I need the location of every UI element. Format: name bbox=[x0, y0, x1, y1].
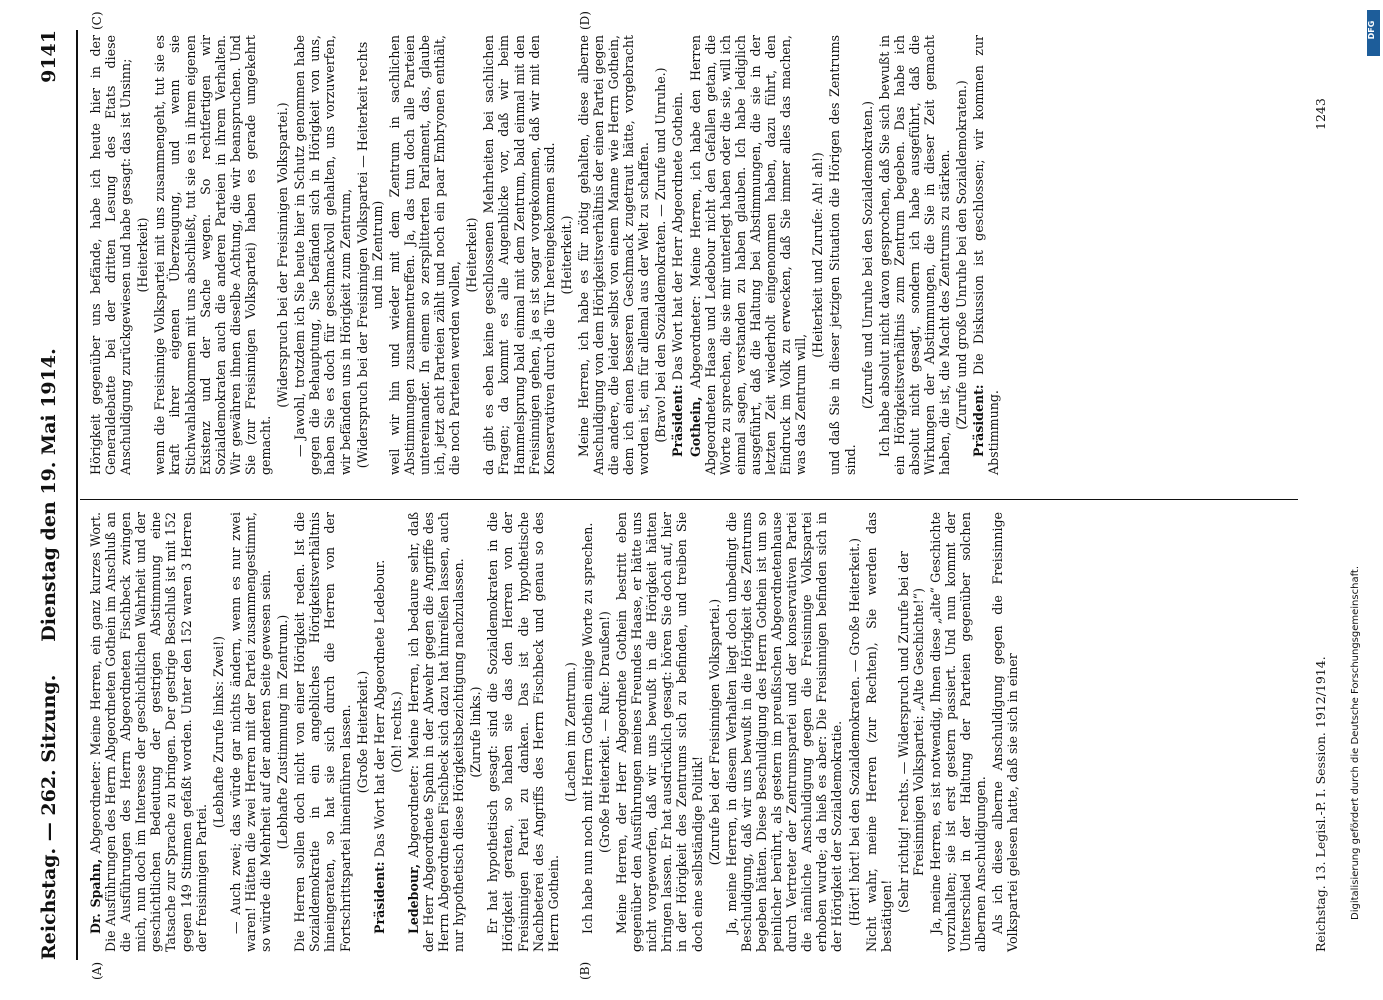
margin-marker-c: (C) bbox=[90, 11, 104, 30]
speaker-name: Ledebour, bbox=[405, 863, 421, 934]
text-paragraph: — Auch zwei; das würde gar nichts ändern, wenn es nur zwei waren! Hätten die zwei Herren mit der Partei zusammengestimmt, so würde die Mehrheit auf der anderen Seite gewesen sein. bbox=[227, 512, 274, 952]
page-header bbox=[28, 30, 78, 960]
interjection: (Zurufe und Unruhe bei den Sozialdemokraten.) bbox=[859, 100, 875, 410]
text-paragraph: — Jawohl, trotzdem ich Sie heute hier in Schutz genommen habe gegen die Behauptung, Sie befänden sich in Hörigkeit von uns, haben Sie es doch für geschmackvoll gehalten, uns vorzuwerfen, wir befänden uns in Hörigkeit zum Zentrum, bbox=[292, 35, 353, 475]
speech-text: Abgeordneter: Meine Herren, ein ganz kurzes Wort. Die Ausführungen des Herrn Abgeordneten Gothein im Anschluß an die Ausführungen des Herrn Abgeordneten Fischbeck zwingen mich, nun doch im Interesse der geschichtlichen Wahrheit und der geschichtlichen Bedeutung der gestrigen Abstimmung eine Tatsache zur Sprache zu bringen. Der gestrige Beschluß ist mit 152 gegen 149 Stimmen gefaßt worden. Unter den 152 waren 3 Herren der freisinnigen Partei. bbox=[88, 512, 209, 952]
text-paragraph: Hörigkeit gegenüber uns befände, habe ich heute hier in der Generaldebatte bei der dritten Lesung des Etats diese Anschuldigung zurückgewiesen und habe gesagt: das ist Unsinn; bbox=[88, 35, 134, 475]
dfg-logo bbox=[1367, 10, 1380, 56]
interjection: (Heiterkeit.) bbox=[558, 215, 574, 295]
speech-text: Das Wort hat der Herr Abgeordnete Ledebour. bbox=[371, 559, 387, 858]
text-paragraph: Ja, meine Herren, in diesem Verhalten liegt doch unbedingt die Beschuldigung, daß wir uns bewußt in die Hörigkeit des Zentrums begeben hätten. Diese Beschuldigung des Herrn Gothein ist um so peinlicher berührt, als gestern im preußischen Abgeordnetenhause durch Vertreter der Zentrumspartei und der konservativen Partei die nämliche Anschuldigung gegen die Freisinnige Volkspartei erhoben wurde; da hieß es aber: Die Freisinnigen befinden sich in der Hörigkeit der Sozialdemokratie. bbox=[723, 512, 845, 952]
dfg-logo-text: DFG bbox=[1367, 20, 1376, 40]
digitization-note-text: Digitalisierung gefördert durch die Deutsche Forschungsgemeinschaft. bbox=[1350, 565, 1361, 920]
interjection: (Lachen im Zentrum.) bbox=[562, 662, 578, 802]
text-paragraph: weil wir hin und wieder mit dem Zentrum in sachlichen Abstimmungen zusammentreffen. Ja, das tun doch alle Parteien untereinander. In einem so zersplitterten Parlament, das, glaube ich, jetzt acht Parteien zählt und noch ein paar Embryonen enthält, die noch Parteien werden wollen, bbox=[386, 35, 463, 475]
interjection: (Hört! hört! bei den Sozialdemokraten. — Große Heiterkeit.) bbox=[846, 537, 862, 927]
digitization-note bbox=[1350, 10, 1374, 990]
interjection: (Große Heiterkeit. — Rufe: Draußen!) bbox=[597, 611, 612, 853]
speech-text: Das Wort hat der Herr Abgeordnete Gothein. bbox=[670, 92, 686, 381]
interjection: (Heiterkeit und Zurufe: Ah! ah!) bbox=[810, 152, 826, 358]
speech-paragraph bbox=[372, 512, 387, 952]
footer-sheet-number: 1243 bbox=[1313, 98, 1328, 130]
speaker-name: Präsident: bbox=[971, 384, 987, 457]
interjection: (Große Heiterkeit.) bbox=[354, 670, 370, 794]
text-paragraph: Er hat hypothetisch gesagt: sind die Sozialdemokraten in die Hörigkeit geraten, so haben sie das den Herren von der Freisinnigen Partei zu danken. Das ist die hypothetische Nachbeterei des Angriffs des Herrn Fischbeck und genau so des Herrn Gothein. bbox=[485, 512, 561, 952]
speech-text: Die Diskussion ist geschlossen; wir kommen zur Abstimmung. bbox=[971, 35, 1002, 475]
speech-paragraph bbox=[971, 35, 1001, 475]
text-paragraph: Als ich diese alberne Anschuldigung gegen die Freisinnige Volkspartei gelesen hatte, daß sie sich in einer bbox=[990, 512, 1021, 952]
text-paragraph: Meine Herren, ich habe es für nötig gehalten, diese alberne Anschuldigung von dem Hörigkeitsverhältnis der einen Partei gegen die andere, die leider selbst von einem Manne wie Herrn Gothein, dem ich einen besseren Geschmack zugetraut hätte, vorgebracht worden ist, ein für allemal aus der Welt zu schaffen. bbox=[575, 35, 652, 475]
speech-text: Abgeordneter: Meine Herren, ich habe den Herren Abgeordneten Haase und Ledebour nicht den Gefallen getan, die Worte zu sprechen, die sie mir unterlegt haben oder die sie, will ich einmal sagen, verstanden zu haben glauben. Ich habe lediglich ausgeführt, daß die Haltung bei Abstimmungen, die sie in der letzten Zeit wiederholt eingenommen haben, dazu führt, den Eindruck im Volk zu erwecken, daß Sie immer alles das machen, was das Zentrum will, bbox=[687, 35, 809, 475]
rotated-page bbox=[18, 0, 1358, 1000]
left-column bbox=[88, 512, 1023, 952]
interjection: (Bravo! bei den Sozialdemokraten. — Zurufe und Unruhe.) bbox=[653, 67, 669, 443]
interjection: (Heiterkeit) bbox=[464, 217, 480, 293]
interjection: (Zurufe und große Unruhe bei den Sozialdemokraten.) bbox=[954, 80, 970, 430]
interjection: (Widerspruch bei der Freisinnigen Volkspartei.) bbox=[275, 102, 291, 408]
header-rule bbox=[76, 30, 78, 960]
interjection: (Lebhafte Zustimmung im Zentrum.) bbox=[275, 614, 291, 850]
text-paragraph: Ich habe absolut nicht davon gesprochen, daß Sie sich bewußt in ein Hörigkeitsverhältnis zum Zentrum begeben. Das habe ich absolut nicht gesagt, sondern ich habe ausgeführt, daß die Wirkungen der Abstimmungen, die Sie in dieser Zeit gemacht haben, die ist, die Macht des Zentrums zu stärken. bbox=[876, 35, 953, 475]
margin-marker-a: (A) bbox=[90, 961, 104, 980]
interjection: (Widerspruch bei der Freisinnigen Volkspartei — Heiterkeit rechts und im Zentrum) bbox=[354, 41, 385, 469]
interjection: (Sehr richtig! rechts. — Widerspruch und Zurufe bei der Freisinnigen Volkspartei: „Alte Geschichte!“) bbox=[895, 551, 926, 913]
text-paragraph: da gibt es eben keine geschlossenen Mehrheiten bei sachlichen Fragen; da kommt es alle Augenblicke vor, daß wir beim Hammelsprung bald einmal mit dem Zentrum, bald einmal mit den Freisinnigen gehen, ja es ist sogar vorgekommen, daß wir mit den Konservativen durch die Tür hereingekommen sind. bbox=[481, 35, 557, 475]
text-paragraph: Nicht wahr, meine Herren (zur Rechten), Sie werden das bestätigen! bbox=[863, 512, 894, 952]
page-number: 9141 bbox=[38, 30, 60, 83]
text-paragraph: und daß Sie in dieser jetzigen Situation die Hörigen des Zentrums sind. bbox=[827, 35, 858, 475]
right-column bbox=[88, 35, 1003, 475]
speaker-name: Gothein, bbox=[687, 396, 703, 457]
speaker-name: Präsident: bbox=[371, 861, 387, 934]
column-divider bbox=[80, 499, 1298, 500]
header-date: Dienstag den 19. Mai 1914. bbox=[38, 348, 60, 642]
interjection: (Zurufe links.) bbox=[468, 686, 484, 778]
interjection: (Zurufe bei der Freisinnigen Volkspartei.) bbox=[706, 598, 722, 866]
interjection: (Lebhafte Zurufe links: Zwei!) bbox=[210, 635, 226, 829]
speech-paragraph bbox=[88, 512, 209, 952]
speech-paragraph bbox=[688, 35, 809, 475]
footer-session: Reichstag. 13. Legisl.-P. I. Session. 1912/1914. bbox=[1313, 656, 1328, 952]
margin-marker-b: (B) bbox=[578, 961, 592, 980]
speech-paragraph bbox=[406, 512, 466, 952]
header-left: Reichstag. — 262. Sitzung. bbox=[38, 674, 60, 960]
speaker-name: Dr. Spahn, bbox=[88, 858, 103, 934]
interjection: (Oh! rechts.) bbox=[388, 691, 404, 773]
margin-marker-d: (D) bbox=[578, 11, 592, 30]
speech-text: Abgeordneter: Meine Herren, ich bedaure sehr, daß der Herr Abgeordnete Spahn in der Abwehr gegen die Angriffe des Herrn Abgeordneten Fischbeck sich dazu hat hinreißen lassen, auch nur hypothetisch diese Hörigkeitsbezichtigung nachzulassen. bbox=[405, 511, 467, 952]
speaker-name: Präsident: bbox=[670, 384, 686, 457]
text-paragraph: wenn die Freisinnige Volkspartei mit uns zusammengeht, tut sie es kraft ihrer eigenen Überzeugung, und wenn sie Stichwahlabkommen mit uns abschließt, tut sie es in ihrem eigenen Existenz und der Sache wegen. So rechtfertigen wir Sozialdemokraten auch die anderen Parteien in ihrem Verhalten. Wir gewähren ihnen dieselbe Achtung, die wir beanspruchen. Und Sie (zur Freisinnigen Volkspartei) haben es gerade umgekehrt gemacht. bbox=[152, 35, 274, 475]
text-paragraph: Ja, meine Herren, es ist notwendig, Ihnen diese „alte“ Geschichte vorzuhalten; sie ist erst gestern passiert. Und nun kommt der Unterschied in der Haltung der Parteien gegenüber solchen albernen Anschuldigungen. bbox=[927, 512, 989, 952]
interjection: (Heiterkeit) bbox=[135, 217, 151, 293]
text-paragraph: Meine Herren, der Herr Abgeordnete Gothein bestritt eben gegenüber den Ausführungen meines Freundes Haase, er hätte uns nicht vorgeworfen, daß wir uns bewußt in die Hörigkeit hätten bringen lassen. Er hat ausdrücklich gesagt: hören Sie doch auf, hier in der Hörigkeit des Zentrums sich zu befinden, und treiben Sie doch eine selbständige Politik! bbox=[614, 512, 705, 952]
text-paragraph: Ich habe nun noch mit Herrn Gothein einige Worte zu sprechen. bbox=[579, 522, 595, 934]
speech-paragraph bbox=[670, 35, 685, 475]
text-paragraph: Die Herren sollen doch nicht von einer Hörigkeit reden. Ist die Sozialdemokratie in ein angebliches Hörigkeitsverhältnis hineingeraten, so hat sie sich durch die Herren von der Fortschrittspartei hineinführen lassen. bbox=[292, 512, 353, 952]
